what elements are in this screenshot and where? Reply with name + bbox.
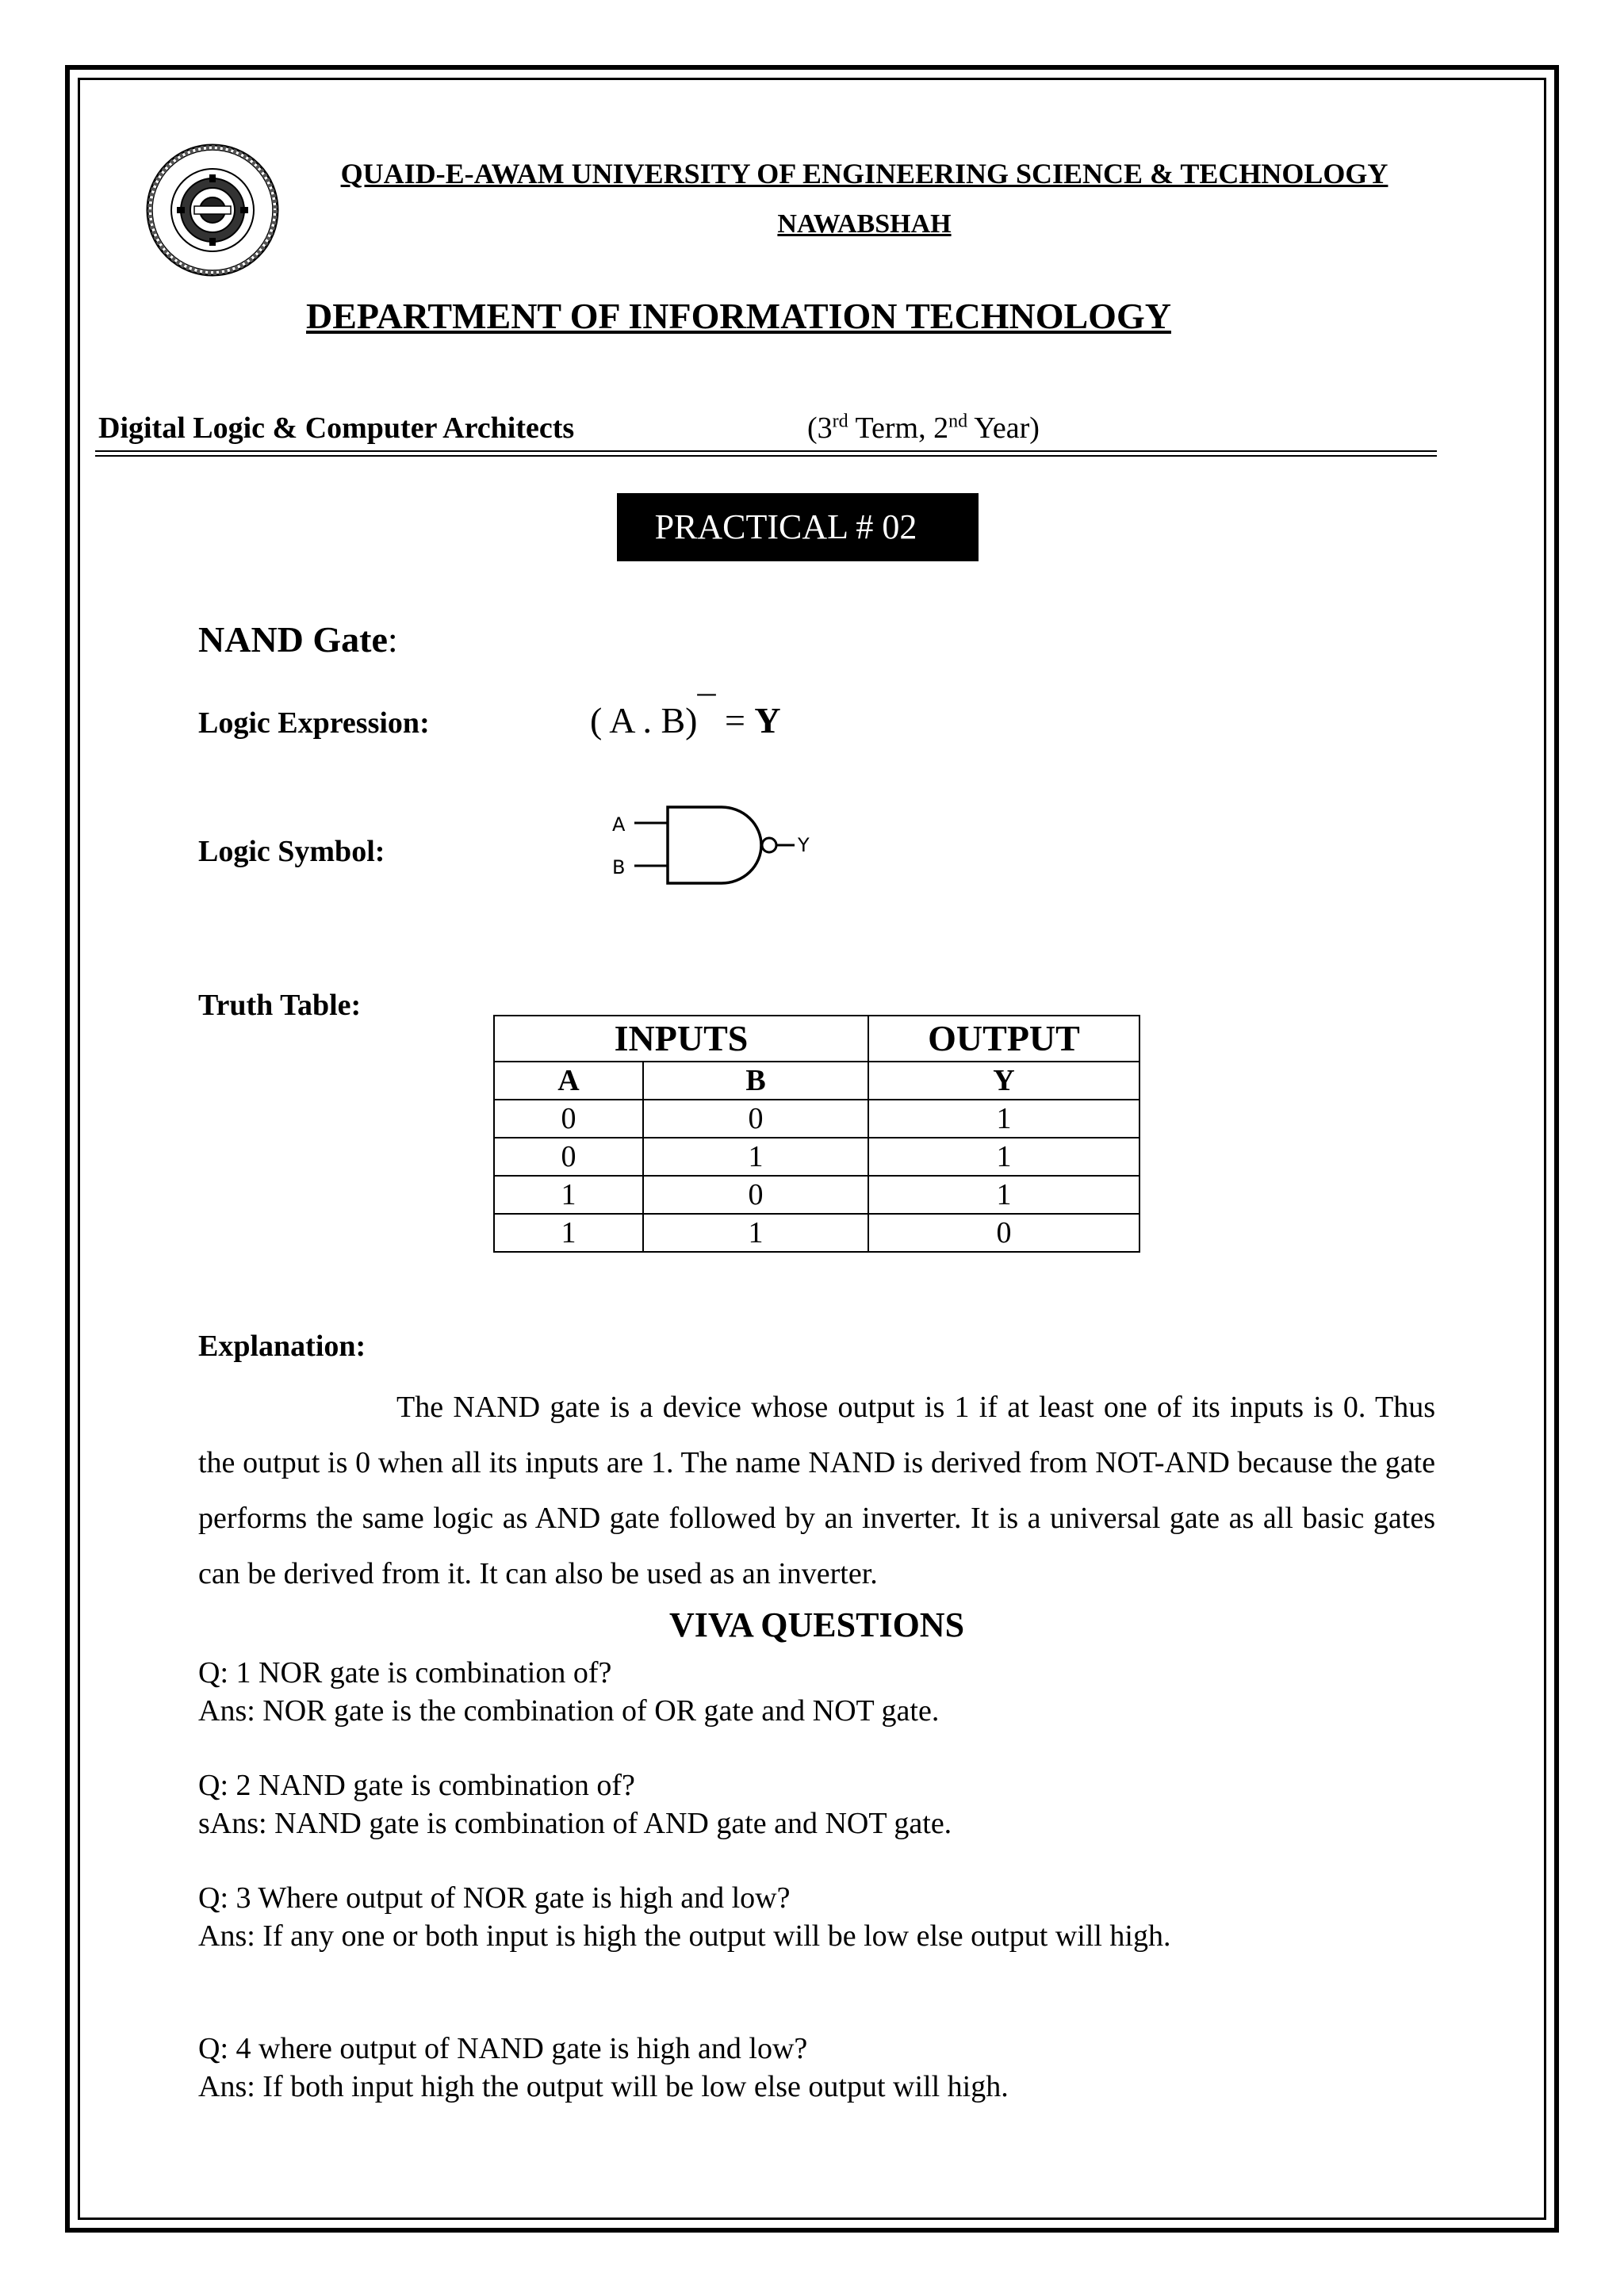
logic-expression: ( A . B)¯ = Y <box>590 689 781 740</box>
header-rule-top <box>95 450 1437 452</box>
gate-title: NAND Gate: <box>198 619 398 660</box>
table-header-inputs: INPUTS <box>494 1016 868 1062</box>
cell: 1 <box>643 1214 868 1252</box>
university-name: QUAID-E-AWAM UNIVERSITY OF ENGINEERING SCIENCE & TECHNOLOGY <box>340 158 1388 189</box>
cell: 0 <box>494 1100 643 1138</box>
nand-gate-symbol <box>611 801 817 890</box>
column-y: Y <box>868 1062 1139 1100</box>
course-title: Digital Logic & Computer Architects <box>98 411 575 445</box>
viva-answer-4: Ans: If both input high the output will be low else output will high. <box>198 2070 1009 2103</box>
viva-question-1: Q: 1 NOR gate is combination of? <box>198 1656 612 1689</box>
table-header-output: OUTPUT <box>868 1016 1139 1062</box>
cell: 1 <box>494 1176 643 1214</box>
cell: 0 <box>643 1176 868 1214</box>
viva-title: VIVA QUESTIONS <box>668 1605 965 1644</box>
symbol-output-y: Y <box>798 834 810 856</box>
university-city: NAWABSHAH <box>777 209 952 239</box>
viva-answer-1: Ans: NOR gate is the combination of OR gate and NOT gate. <box>198 1694 940 1728</box>
cell: 1 <box>643 1138 868 1176</box>
viva-question-3: Q: 3 Where output of NOR gate is high and low? <box>198 1881 791 1915</box>
viva-question-2: Q: 2 NAND gate is combination of? <box>198 1769 635 1802</box>
truth-table <box>493 1015 1140 1253</box>
table-row <box>494 1138 1139 1176</box>
cell: 1 <box>868 1138 1139 1176</box>
cell: 1 <box>494 1214 643 1252</box>
table-row <box>494 1100 1139 1138</box>
cell: 0 <box>868 1214 1139 1252</box>
table-row <box>494 1214 1139 1252</box>
truth-table-label: Truth Table: <box>198 989 362 1022</box>
university-seal-logo <box>145 143 280 277</box>
column-b: B <box>643 1062 868 1100</box>
course-term: (3rd Term, 2nd Year) <box>807 411 1040 445</box>
department-title: DEPARTMENT OF INFORMATION TECHNOLOGY <box>306 296 1171 336</box>
viva-question-4: Q: 4 where output of NAND gate is high and low? <box>198 2032 808 2065</box>
practical-label: PRACTICAL # 02 <box>617 493 979 561</box>
viva-answer-2: sAns: NAND gate is combination of AND gate and NOT gate. <box>198 1807 952 1840</box>
viva-answer-3: Ans: If any one or both input is high the output will be low else output will high. <box>198 1919 1171 1953</box>
explanation-text: The NAND gate is a device whose output is 1 if at least one of its inputs is 0. Thus the output is 0 when all its inputs are 1. The name NAND is derived from NOT-AND because the gate performs the same logic as AND gate followed by an inverter. It is a universal gate as all basic gates can be derived from it. It can also be used as an inverter. <box>198 1391 1435 1590</box>
cell: 1 <box>868 1100 1139 1138</box>
cell: 1 <box>868 1176 1139 1214</box>
logic-expression-label: Logic Expression: <box>198 706 430 740</box>
explanation-label: Explanation: <box>198 1330 366 1363</box>
column-a: A <box>494 1062 643 1100</box>
symbol-input-b: B <box>612 856 626 878</box>
logic-symbol-label: Logic Symbol: <box>198 835 385 868</box>
cell: 0 <box>494 1138 643 1176</box>
symbol-input-a: A <box>612 813 626 836</box>
table-row <box>494 1176 1139 1214</box>
cell: 0 <box>643 1100 868 1138</box>
header-rule-bottom <box>95 455 1437 457</box>
